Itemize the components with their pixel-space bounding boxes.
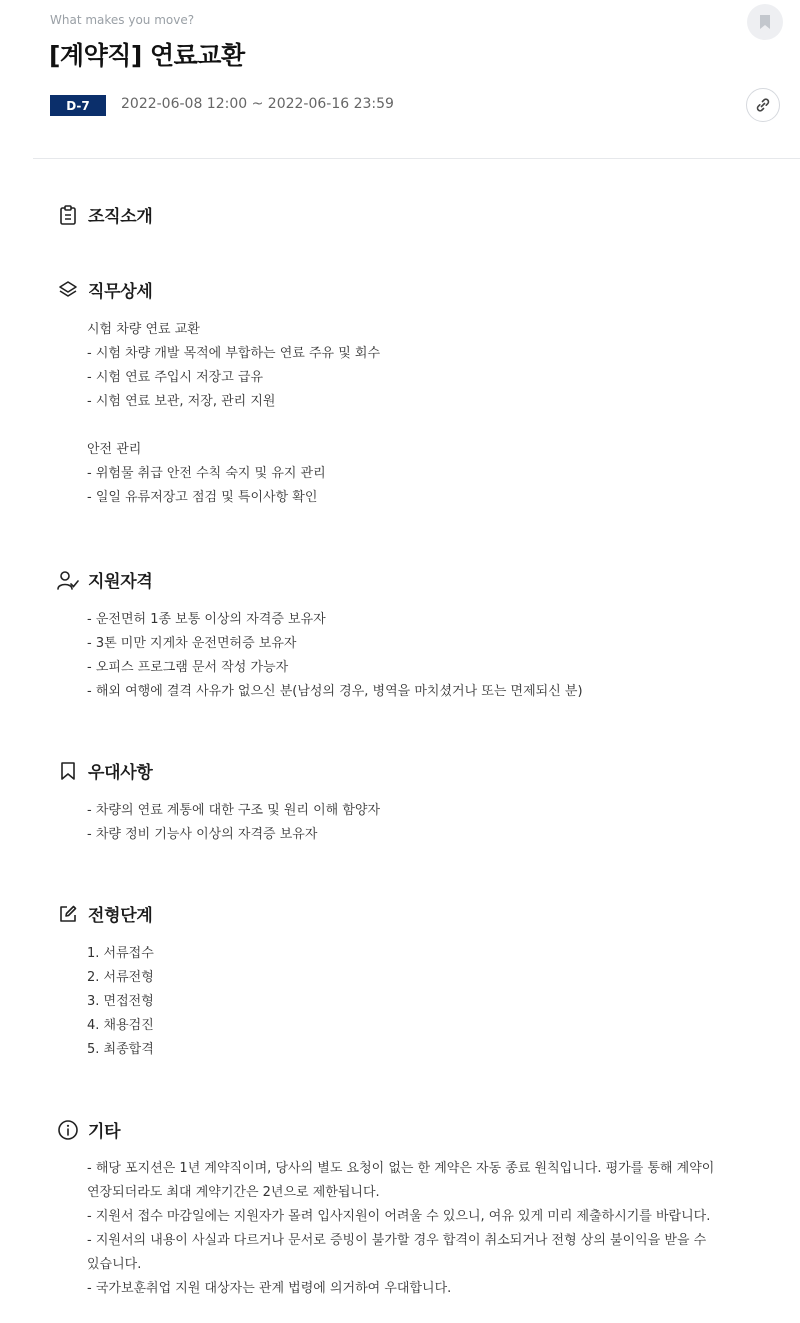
duty-details — [87, 318, 380, 510]
section-duty — [57, 277, 153, 302]
dday-badge: D-7 — [50, 95, 106, 116]
hiring-steps-list — [87, 942, 154, 1062]
section-org — [57, 202, 153, 227]
preference-list — [87, 799, 380, 847]
text-line: - 차량의 연료 계통에 대한 구조 및 원리 이해 함양자 — [87, 803, 381, 818]
section-hiring-steps — [57, 901, 153, 926]
text-line: - 지원서 접수 마감일에는 지원자가 몰려 입사지원이 어려울 수 있으니, 여유 있게 미리 제출하시기를 바랍니다. — [87, 1209, 711, 1224]
text-line: 시험 차량 연료 교환 — [87, 322, 200, 337]
text-line: - 운전면허 1종 보통 이상의 자격증 보유자 — [87, 612, 326, 627]
text-line: - 차량 정비 기능사 이상의 자격증 보유자 — [87, 827, 318, 842]
text-line: - 시험 연료 주입시 저장고 급유 — [87, 370, 264, 385]
section-title: 직무상세 — [88, 282, 153, 302]
text-line: 연장되더라도 최대 계약기간은 2년으로 제한됩니다. — [87, 1185, 380, 1200]
edit-icon — [57, 903, 79, 925]
section-title: 우대사항 — [88, 763, 153, 783]
application-period: 2022-06-08 12:00 ~ 2022-06-16 23:59 — [121, 96, 394, 112]
text-line: 안전 관리 — [87, 442, 142, 457]
text-line: - 오피스 프로그램 문서 작성 가능자 — [87, 660, 289, 675]
section-preferences — [57, 758, 153, 783]
text-line: 2. 서류전형 — [87, 970, 154, 985]
text-line: - 지원서의 내용이 사실과 다르거나 문서로 증빙이 불가할 경우 합격이 취소되거나 전형 상의 불이익을 받을 수 — [87, 1233, 707, 1248]
link-icon — [755, 97, 771, 113]
section-title: 전형단계 — [88, 906, 153, 926]
header-divider — [33, 158, 800, 159]
clipboard-icon — [57, 204, 79, 226]
text-line: - 시험 차량 개발 목적에 부합하는 연료 주유 및 회수 — [87, 346, 381, 361]
text-line — [87, 414, 380, 438]
text-line: 3. 면접전형 — [87, 994, 154, 1009]
text-line: 4. 채용검진 — [87, 1018, 154, 1033]
etc-notes — [87, 1157, 767, 1301]
qualification-list — [87, 608, 583, 704]
section-etc — [57, 1117, 120, 1142]
job-header — [0, 0, 800, 160]
bookmark-button[interactable] — [747, 4, 783, 40]
text-line: - 일일 유류저장고 점검 및 특이사항 확인 — [87, 490, 318, 505]
tagline: What makes you move? — [50, 13, 195, 27]
text-line: - 해당 포지션은 1년 계약직이며, 당사의 별도 요청이 없는 한 계약은 자동 종료 원칙입니다. 평가를 통해 계약이 — [87, 1161, 715, 1176]
section-title: 조직소개 — [88, 207, 153, 227]
section-qualifications — [57, 567, 153, 592]
copy-link-button[interactable] — [746, 88, 780, 122]
text-line: - 해외 여행에 결격 사유가 없으신 분(남성의 경우, 병역을 마치셨거나 또는 면제되신 분) — [87, 684, 583, 699]
text-line: - 위험물 취급 안전 수칙 숙지 및 유지 관리 — [87, 466, 326, 481]
section-title: 지원자격 — [88, 572, 153, 592]
bookmark-icon — [759, 14, 771, 30]
bookmark-outline-icon — [57, 760, 79, 782]
user-check-icon — [57, 569, 79, 591]
section-title: 기타 — [88, 1122, 121, 1142]
layers-icon — [57, 279, 79, 301]
job-title: [계약직] 연료교환 — [49, 41, 245, 70]
text-line: - 시험 연료 보관, 저장, 관리 지원 — [87, 394, 276, 409]
text-line: - 3톤 미만 지게차 운전면허증 보유자 — [87, 636, 297, 651]
text-line: 1. 서류접수 — [87, 946, 154, 961]
info-icon — [57, 1119, 79, 1141]
text-line: 있습니다. — [87, 1257, 142, 1272]
text-line: 5. 최종합격 — [87, 1042, 154, 1057]
text-line: - 국가보훈취업 지원 대상자는 관계 법령에 의거하여 우대합니다. — [87, 1281, 452, 1296]
